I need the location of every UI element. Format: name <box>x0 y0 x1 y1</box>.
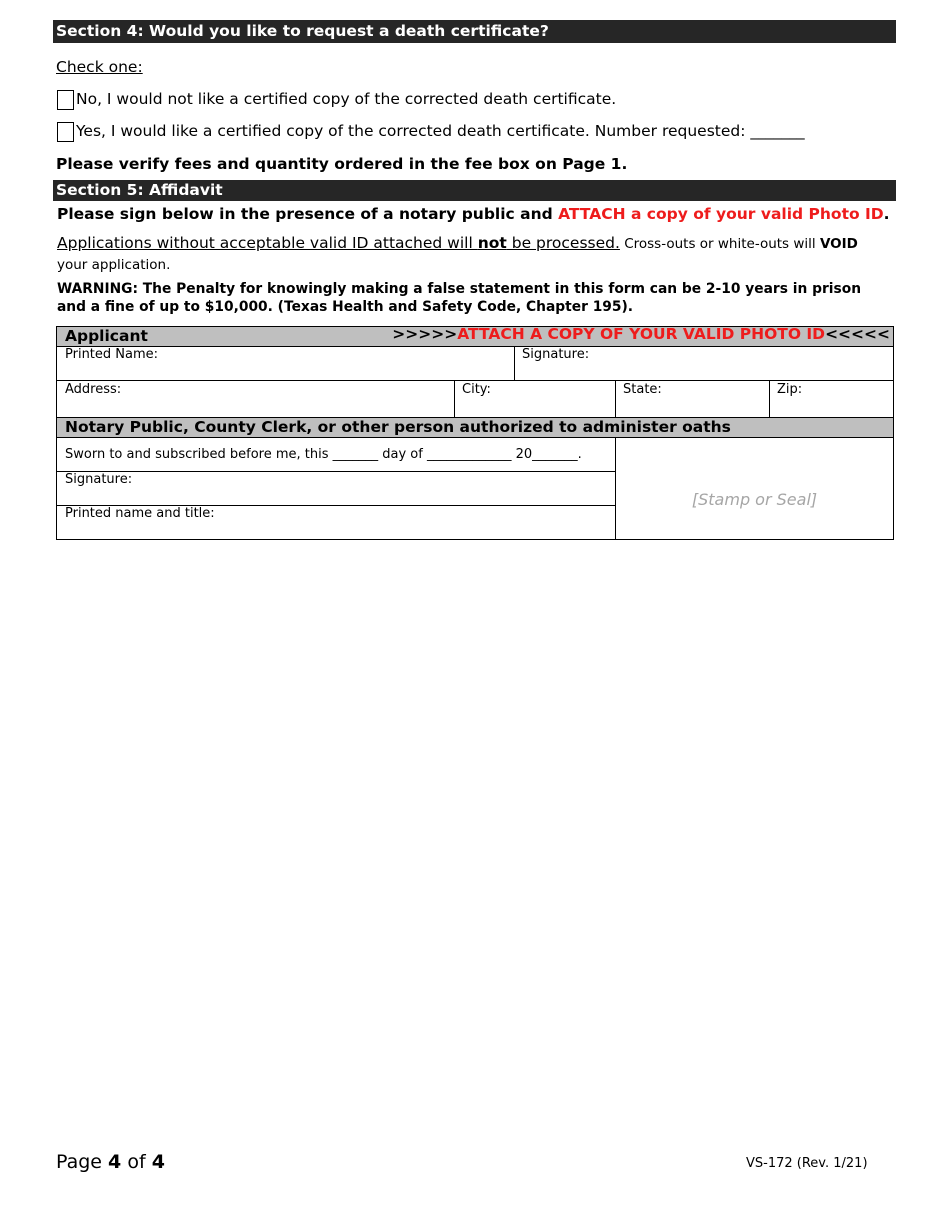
printed-name-label: Printed Name: <box>65 347 159 362</box>
applicant-header: Applicant <box>65 327 148 345</box>
notary-printed-name-label: Printed name and title: <box>65 506 215 521</box>
stamp-seal-placeholder: [Stamp or Seal] <box>691 490 818 509</box>
notary-header: Notary Public, County Clerk, or other person authorized to administer oaths <box>65 418 731 436</box>
option-yes-label: Yes, I would like a certified copy of the corrected death certificate. Number requested: _______ <box>76 122 805 140</box>
verify-fees-note: Please verify fees and quantity ordered in the fee box on Page 1. <box>56 155 628 173</box>
id-requirement-text: Applications without acceptable valid ID attached will not be processed. Cross-outs or white-outs will VOID your application. <box>57 234 858 273</box>
sign-instruction: Please sign below in the presence of a notary public and ATTACH a copy of your valid Photo ID. <box>57 205 890 223</box>
check-one-label: Check one: <box>56 58 143 76</box>
notary-signature-label: Signature: <box>65 472 133 487</box>
city-label: City: <box>462 382 491 397</box>
state-label: State: <box>623 382 662 397</box>
stamp-seal-area <box>615 437 894 540</box>
applicant-signature-label: Signature: <box>522 347 590 362</box>
section5-header: Section 5: Affidavit <box>53 180 896 201</box>
attach-photo-id-warning: ATTACH a copy of your valid Photo ID <box>558 205 884 223</box>
option-no-label: No, I would not like a certified copy of the corrected death certificate. <box>76 90 617 108</box>
sworn-text: Sworn to and subscribed before me, this _______ day of _____________ 20_______. <box>65 447 582 462</box>
checkbox-no[interactable] <box>57 90 74 110</box>
section4-header: Section 4: Would you like to request a death certificate? <box>53 20 896 43</box>
page-number: Page 4 of 4 <box>56 1151 165 1173</box>
zip-label: Zip: <box>777 382 803 397</box>
address-label: Address: <box>65 382 122 397</box>
checkbox-yes[interactable] <box>57 122 74 142</box>
form-id: VS-172 (Rev. 1/21) <box>746 1156 868 1171</box>
attach-id-banner: >>>>>ATTACH A COPY OF YOUR VALID PHOTO ID<<<<< <box>392 325 890 343</box>
penalty-warning: WARNING: The Penalty for knowingly making a false statement in this form can be 2-10 years in prison and a fine of up to $10,000. (Texas Health and Safety Code, Chapter 195). <box>57 281 862 315</box>
notary-signature-field[interactable] <box>56 471 616 506</box>
